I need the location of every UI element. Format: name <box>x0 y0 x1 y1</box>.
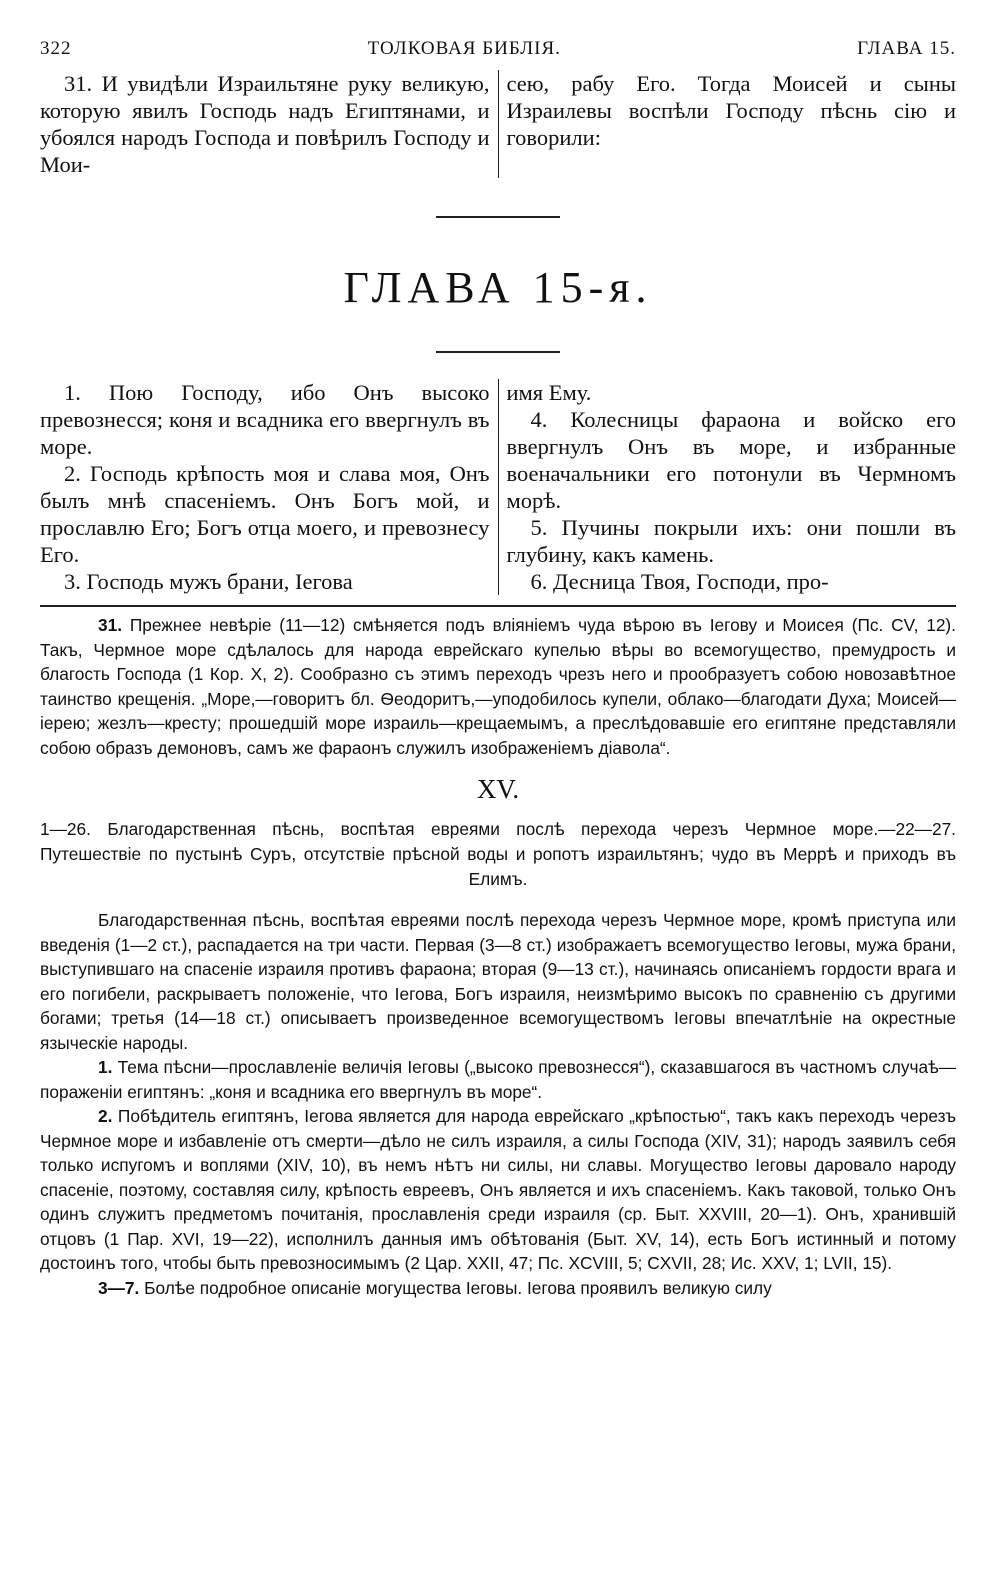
commentary-paragraph <box>40 908 956 1055</box>
top-right-column <box>498 70 957 178</box>
commentary-text: Побѣдитель египтянъ, Іегова является для народа еврейскаго „крѣпостью“, такъ какъ переходъ черезъ Чермное море и избавленіе отъ смерти—дѣло не силъ израиля, а силы Господа (XIV, 31); народъ заявилъ себя только испугомъ и воплями (XIV, 10), въ немъ нѣтъ ни силы, ни славы. Могущество Іеговы даровало народу спасеніе, поэтому, составляя силу, крѣпость евреевъ, Онъ является и ихъ спасеніемъ. Какъ таковой, только Онъ одинъ служитъ предметомъ почитанія, прославленія среди израиля (ср. Быт. XXVIII, 20—1). Онъ, хранившій отцовъ (1 Пар. XVI, 19—22), исполнилъ данныя имъ обѣтованія (Быт. XV, 14), есть Богъ истинный и потому достоинъ того, чтобы быть превозносимымъ (2 Цар. XXII, 47; Пс. XCVIII, 5; CXVII, 28; Ис. XXV, 1; LVII, 15). <box>40 1106 956 1273</box>
commentary-label: 3—7. <box>98 1277 140 1298</box>
page <box>40 38 956 1300</box>
commentary-text: Тема пѣсни—прославленіе величія Іеговы („высоко превознесся“), сказавшагося въ частномъ случаѣ—пораженіи египтянъ: „коня и всадника его ввергнулъ въ море“. <box>40 1057 956 1102</box>
running-header <box>40 38 956 60</box>
chapter-title: ГЛАВА 15-я. <box>343 263 653 312</box>
chapter-summary: 1—26. Благодарственная пѣснь, воспѣтая евреями послѣ перехода черезъ Чермное море.—22—27. Путешествіе по пустынѣ Суръ, отсутствіе прѣсной воды и ропотъ израильтянъ; чудо въ Меррѣ и приходъ въ Елимъ. <box>40 819 956 889</box>
chapter-commentary <box>40 908 956 1300</box>
verse: 2. Господь крѣпость моя и слава моя, Онъ былъ мнѣ спасеніемъ. Онъ Богъ мой, и прославлю Его; Богъ отца моего, и превознесу Его. <box>40 461 490 567</box>
commentary-label: 2. <box>98 1106 113 1126</box>
top-verse-columns <box>40 70 956 178</box>
commentary-paragraph <box>40 1276 956 1301</box>
commentary-text: Прежнее невѣріе (11—12) смѣняется подъ вліяніемъ чуда вѣрою въ Іегову и Моисея (Пс. CV, 12). Такъ, Чермное море сдѣлалось для народа еврейскаго купелью вѣры во всемогущество, премудрость и благость Господа (1 Кор. X, 2). Сообразно съ этимъ переходъ чрезъ него и прообразуетъ собою новозавѣтное таинство крещенія. „Море,—говоритъ бл. Ѳеодоритъ,—уподобилось купели, облако—благодати Духа; Моисей—іерею; жезлъ—кресту; прошедшій море израиль—крещаемымъ, а преслѣдовавшіе его египтяне представляли собою образъ демоновъ, самъ же фараонъ служилъ изображеніемъ діавола“. <box>40 615 956 758</box>
commentary-paragraph <box>40 1104 956 1276</box>
verse-31-part1: 31. И увидѣли Израильтяне руку великую, которую явилъ Господь надъ Египтянами, и убоялся народъ Господа и повѣрилъ Господу и Мои- <box>40 71 490 177</box>
verses-left-column <box>40 379 498 595</box>
verse-columns <box>40 379 956 595</box>
commentary-verse-31 <box>40 613 956 760</box>
commentary-label: 1. <box>98 1057 113 1077</box>
verse: 1. Пою Господу, ибо Онъ высоко превознесся; коня и всадника его ввергнулъ въ море. <box>40 380 490 459</box>
verse-31-part2: сею, рабу Его. Тогда Моисей и сыны Израилевы воспѣли Господу пѣснь сію и говорили: <box>506 71 956 150</box>
commentary-paragraph <box>40 1055 956 1104</box>
verse: 6. Десница Твоя, Господи, про- <box>530 569 829 594</box>
verses-right-column <box>498 379 957 595</box>
separator-rule <box>436 351 560 353</box>
separator-rule <box>436 216 560 218</box>
running-title: ТОЛКОВАЯ БИБЛІЯ. <box>367 38 561 59</box>
chapter-reference: ГЛАВА 15. <box>857 38 956 59</box>
verse: 3. Господь мужъ брани, Іегова <box>64 569 353 594</box>
commentary-text: Благодарственная пѣснь, воспѣтая евреями послѣ перехода черезъ Чермное море, кромѣ приступа или введенія (1—2 ст.), распадается на три части. Первая (3—8 ст.) изображаетъ всемогущество Іеговы, мужа брани, выступившаго на спасеніе израиля противъ фараона; вторая (9—13 ст.), начинаясь описаніемъ гордости врага и его погибели, раскрываетъ положеніе, что Іегова, Богъ израиля, неизмѣримо высокъ по сравненію съ другими богами; третья (14—18 ст.) описываетъ произведенное всемогуществомъ Іеговы впечатлѣніе на окрестные языческіе народы. <box>40 910 956 1053</box>
verse: 5. Пучины покрыли ихъ: они пошли въ глубину, какъ камень. <box>506 515 956 567</box>
commentary-label: 31. <box>98 615 123 635</box>
commentary-text: Болѣе подробное описаніе могущества Іеговы. Іегова проявилъ великую силу <box>144 1277 772 1298</box>
verse: 4. Колесницы фараона и войско его ввергнулъ Онъ въ море, и избранные военачальники его потонули въ Чермномъ морѣ. <box>506 407 956 513</box>
commentary-divider <box>40 605 956 607</box>
page-number: 322 <box>40 38 72 59</box>
section-numeral: XV. <box>476 774 520 804</box>
verse: имя Ему. <box>506 380 592 405</box>
top-left-column <box>40 70 498 178</box>
